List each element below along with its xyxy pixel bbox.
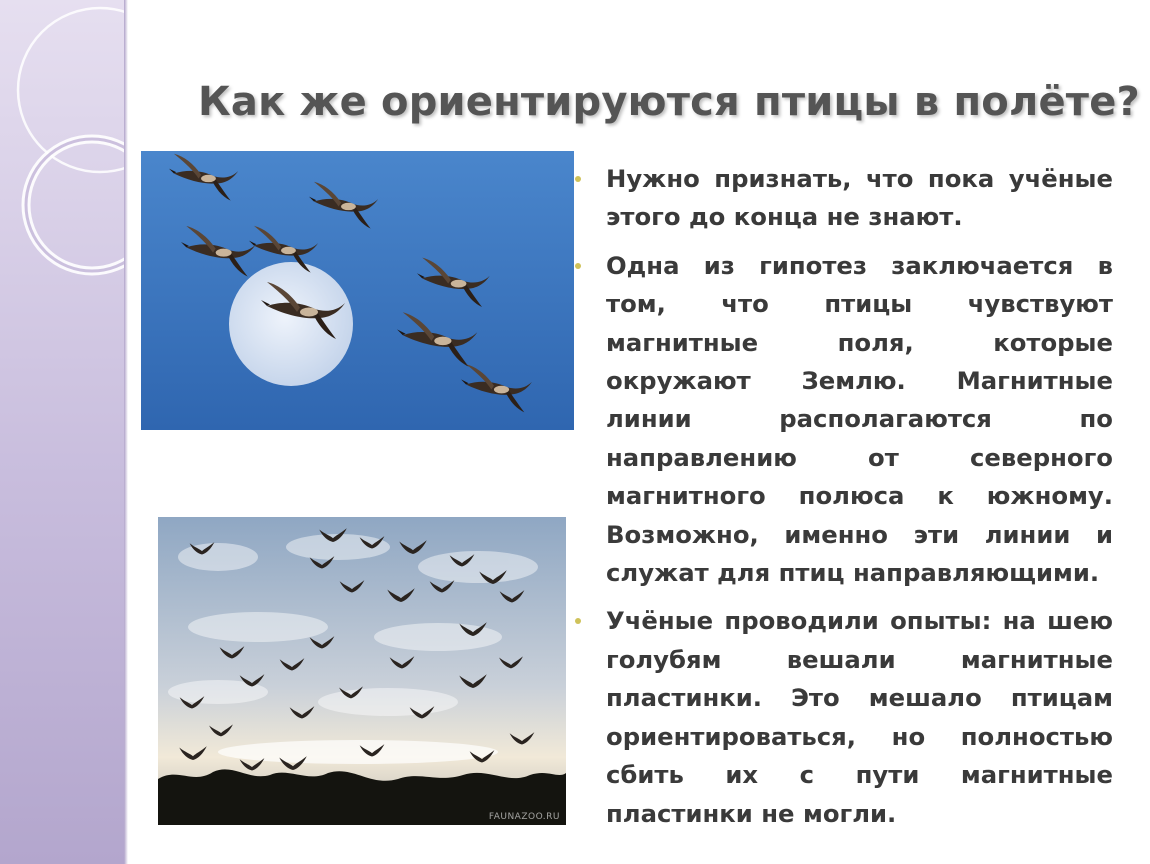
bullet-text: Нужно признать, что пока учёные этого до конца не знают. — [606, 164, 1113, 232]
pigeons-flock-photo — [158, 517, 566, 825]
bullet-item — [573, 602, 1113, 832]
bullet-item — [573, 160, 1113, 237]
decorative-sidebar — [0, 0, 128, 864]
bullet-item — [573, 247, 1113, 593]
photo-watermark: FAUNAZOO.RU — [488, 812, 560, 822]
bullet-dot-icon — [575, 618, 581, 624]
bullet-dot-icon — [575, 176, 581, 182]
bullet-text: Одна из гипотез заключается в том, что птицы чувствуют магнитные поля, которые окружают Землю. Магнитные линии располагаются по направлению от северного магнитного полюса к южному. Возможно, именно эти линии и служат для птиц направляющими. — [606, 250, 1113, 588]
decorative-circles — [0, 0, 128, 864]
bullet-text: Учёные проводили опыты: на шею голубям вешали магнитные пластинки. Это мешало птицам ориентироваться, но полностью сбить их с пути магнитные пластинки не могли. — [606, 606, 1113, 828]
geese-moon-photo — [141, 151, 574, 430]
bullet-list — [573, 160, 1113, 843]
sidebar-edge — [124, 0, 128, 864]
slide-title: Как же ориентируются птицы в полёте? — [198, 78, 1140, 125]
bullet-dot-icon — [575, 263, 581, 269]
